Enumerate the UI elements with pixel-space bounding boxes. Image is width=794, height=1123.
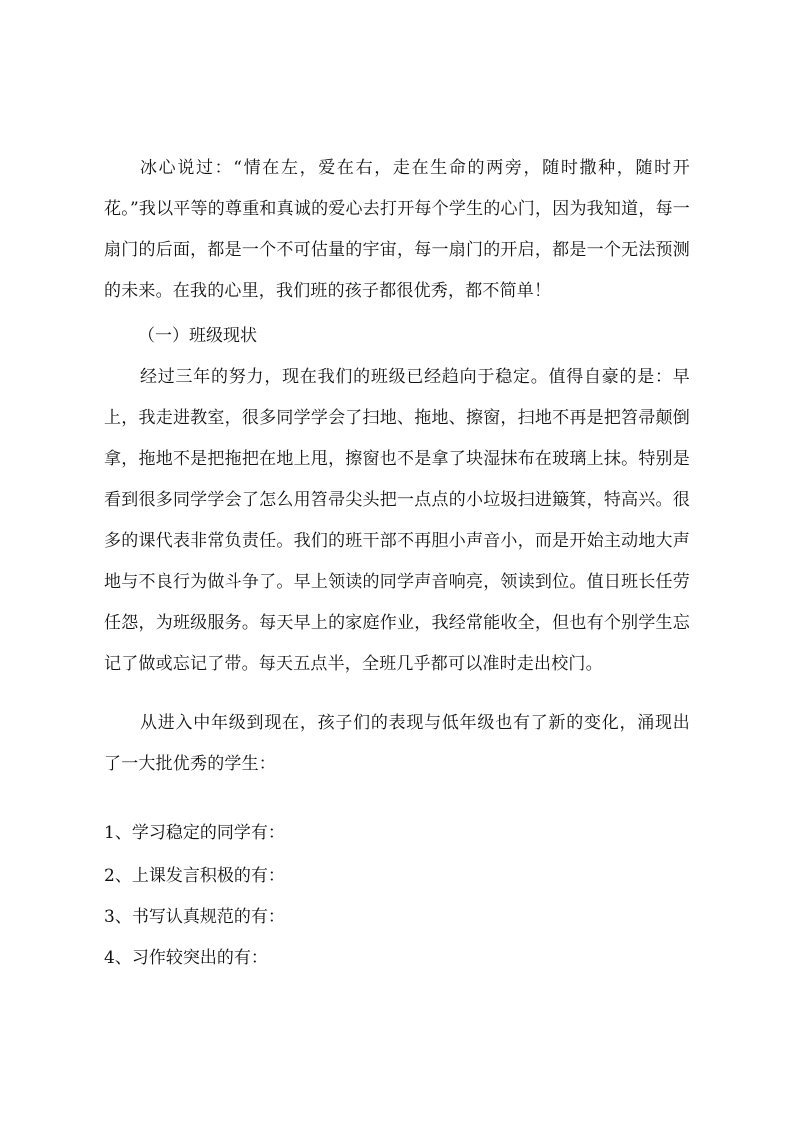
list-item: 1、学习稳定的同学有：: [104, 823, 285, 843]
change-paragraph: 从进入中年级到现在，孩子们的表现与低年级也有了新的变化，涌现出了一大批优秀的学生：: [104, 713, 690, 774]
list-item: 2、上课发言积极的有：: [104, 866, 285, 886]
intro-paragraph: 冰心说过：“情在左，爱在右，走在生命的两旁，随时撒种，随时开花。”我以平等的尊重和真诚的爱心去打开每个学生的心门，因为我知道，每一扇门的后面，都是一个不可估量的宇宙，每一扇门的开启，都是一个无法预测的未来。在我的心里，我们班的孩子都很优秀，都不简单！: [104, 158, 690, 301]
status-paragraph: 经过三年的努力，现在我们的班级已经趋向于稳定。值得自豪的是：早上，我走进教室，很多同学学会了扫地、拖地、擦窗，扫地不再是把笤帚颠倒拿，拖地不是把拖把在地上甩，擦窗也不是拿了块湿抹布在玻璃上抹。特别是看到很多同学学会了怎么用笤帚尖头把一点点的小垃圾扫进簸箕，特高兴。很多的课代表非常负责任。我们的班干部不再胆小声音小，而是开始主动地大声地与不良行为做斗争了。早上领读的同学声音响亮，领读到位。值日班长任劳任怨，为班级服务。每天早上的家庭作业，我经常能收全，但也有个别学生忘记了做或忘记了带。每天五点半，全班几乎都可以准时走出校门。: [104, 367, 690, 674]
list-item: 3、书写认真规范的有：: [104, 907, 285, 927]
list-item: 4、习作较突出的有：: [104, 948, 268, 968]
section-heading: （一）班级现状: [138, 326, 257, 346]
